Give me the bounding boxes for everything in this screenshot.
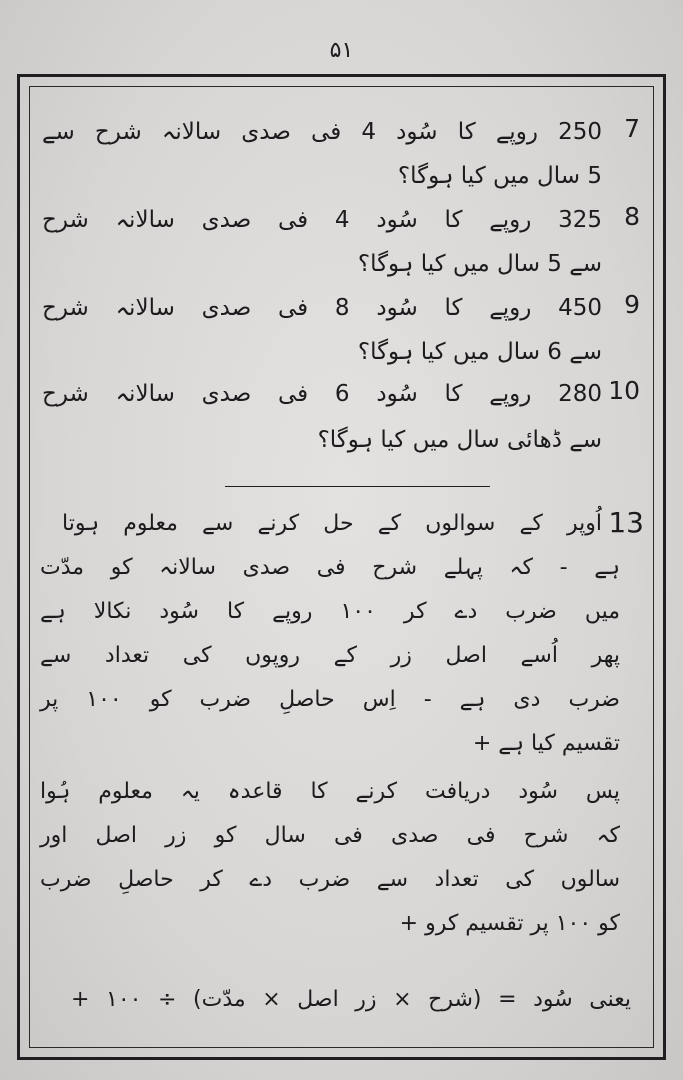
problem-number: 10 [608,376,640,405]
interest-formula: یعنی سُود = (شرح × زر اصل × مدّت) ÷ ۱۰۰ + [71,987,631,1012]
paragraph-line: سالوں کی تعداد سے ضرب دے کر حاصلِ ضرب [40,867,620,892]
problem-text-line: سے 6 سال میں کیا ہوگا؟ [357,339,602,365]
problem-text-line: 5 سال میں کیا ہوگا؟ [397,163,602,189]
problem-text-line: سے ڈھائی سال میں کیا ہوگا؟ [317,427,602,453]
paragraph-line: پھر اُسے اصل زر کے روپوں کی تعداد سے [40,643,620,668]
problem-number: 9 [624,290,640,319]
page-number: ۵۱ [329,38,354,63]
problem-text-line: 325 روپے کا سُود 4 فی صدی سالانہ شرح [42,207,602,233]
problem-9 [40,284,650,366]
section-divider [225,486,490,487]
problem-number: 8 [624,202,640,231]
paragraph-line: پس سُود دریافت کرنے کا قاعدہ یہ معلوم ہُوا [40,779,620,804]
problem-text-line: سے 5 سال میں کیا ہوگا؟ [357,251,602,277]
problem-text-line: 280 روپے کا سُود 6 فی صدی سالانہ شرح [42,381,602,407]
paragraph-line: ہے - کہ پہلے شرح فی صدی سالانہ کو مدّت [40,555,620,580]
section-number: 13 [608,506,644,539]
problem-text-line: 250 روپے کا سُود 4 فی صدی سالانہ شرح سے [42,119,602,145]
paragraph-line: ضرب دی ہے - اِس حاصلِ ضرب کو ۱۰۰ پر [40,687,620,712]
problem-7 [40,108,650,190]
problem-number: 7 [624,114,640,143]
paragraph-line: اُوپر کے سوالوں کے حل کرنے سے معلوم ہوتا [62,511,602,536]
paragraph-line: تقسیم کیا ہے + [472,731,620,756]
paragraph-line: کو ۱۰۰ پر تقسیم کرو + [399,911,620,936]
paragraph-line: میں ضرب دے کر ۱۰۰ روپے کا سُود نکالا ہے [40,599,620,624]
problem-10 [40,370,650,460]
problem-8 [40,196,650,278]
paragraph-line: کہ شرح فی صدی فی سال کو زر اصل اور [40,823,620,848]
problem-text-line: 450 روپے کا سُود 8 فی صدی سالانہ شرح [42,295,602,321]
section-13 [40,504,650,964]
